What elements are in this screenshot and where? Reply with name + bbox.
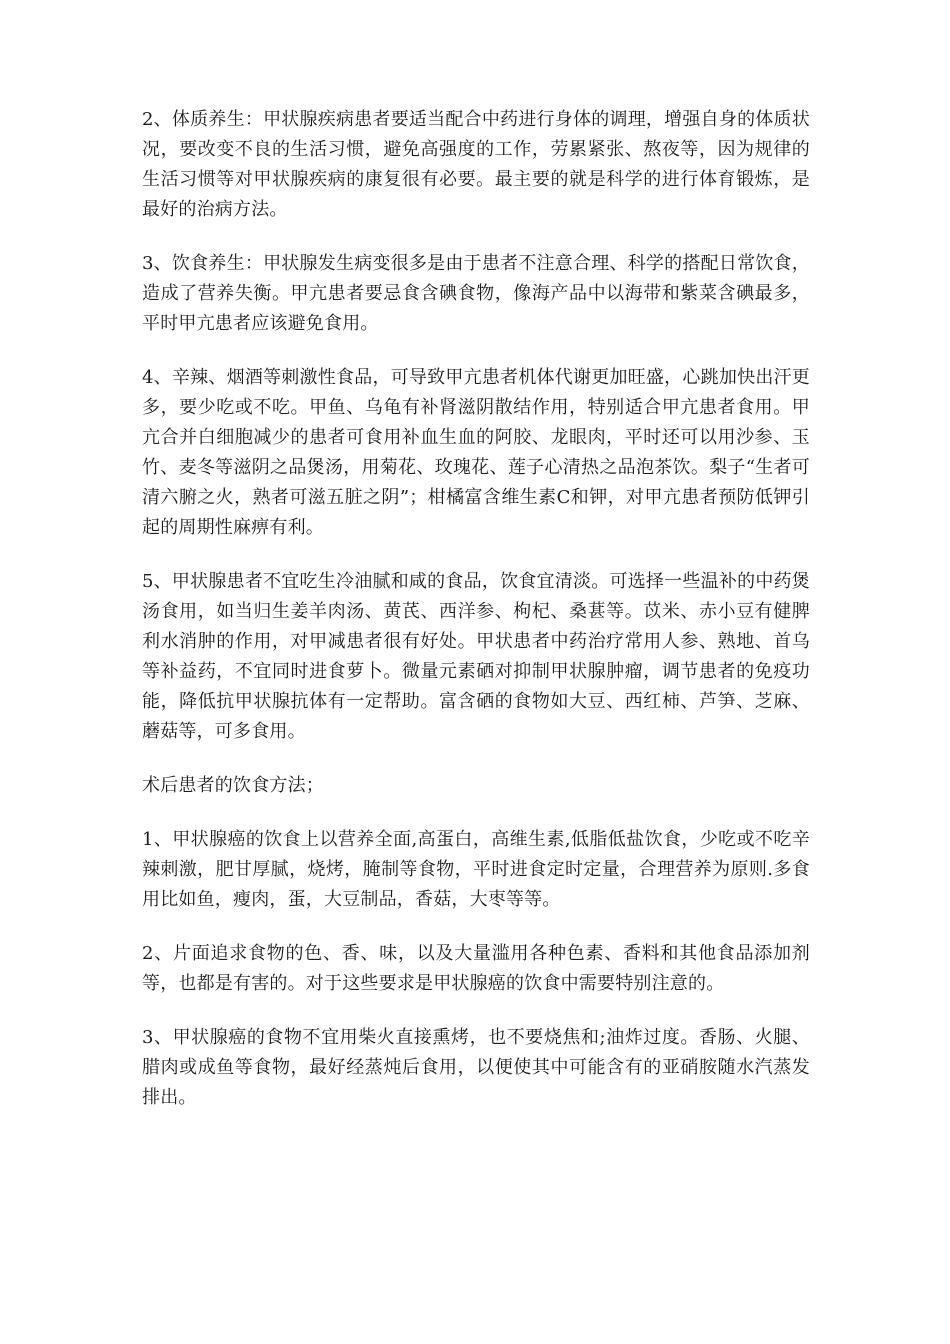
paragraph-spicy-foods: 4、辛辣、烟酒等刺激性食品，可导致甲亢患者机体代谢更加旺盛，心跳加快出汗更多，要少吃或不吃。甲鱼、乌龟有补肾滋阴散结作用，特别适合甲亢患者食用。甲亢合并白细胞减少的患者可食用补血生血的阿胶、龙眼肉，平时还可以用沙参、玉竹、麦冬等滋阴之品煲汤，用菊花、玫瑰花、莲子心清热之品泡茶饮。梨子“生者可清六腑之火，熟者可滋五脏之阴”；柑橘富含维生素C和钾，对甲亢患者预防低钾引起的周期性麻痹有利。 (142, 367, 810, 538)
paragraph-constitution-health: 2、体质养生：甲状腺疾病患者要适当配合中药进行身体的调理，增强自身的体质状况，要改变不良的生活习惯，避免高强度的工作，劳累紧张、熬夜等，因为规律的生活习惯等对甲状腺疾病的康复很有必要。最主要的就是科学的进行体育锻炼，是最好的治病方法。 (142, 109, 810, 220)
paragraph-diet-health: 3、饮食养生：甲状腺发生病变很多是由于患者不注意合理、科学的搭配日常饮食，造成了营养失衡。甲亢患者要忌食含碘食物，像海产品中以海带和紫菜含碘最多，平时甲亢患者应该避免食用。 (142, 253, 810, 334)
paragraph-postop-item-3: 3、甲状腺癌的食物不宜用柴火直接熏烤，也不要烧焦和;油炸过度。香肠、火腿、腊肉或成鱼等食物，最好经蒸炖后食用，以便使其中可能含有的亚硝胺随水汽蒸发排出。 (142, 1027, 810, 1108)
document-body (142, 105, 810, 1137)
section-heading-postoperative-diet: 术后患者的饮食方法； (142, 775, 324, 796)
paragraph-postop-item-1: 1、甲状腺癌的饮食上以营养全面,高蛋白，高维生素,低脂低盐饮食，少吃或不吃辛辣刺激，肥甘厚腻，烧烤，腌制等食物，平时进食定时定量，合理营养为原则.多食用比如鱼，瘦肉，蛋，大豆制品，香菇，大枣等等。 (142, 829, 810, 910)
paragraph-postop-item-2: 2、片面追求食物的色、香、味，以及大量滥用各种色素、香料和其他食品添加剂等，也都是有害的。对于这些要求是甲状腺癌的饮食中需要特别注意的。 (142, 943, 810, 994)
paragraph-thyroid-patients-diet: 5、甲状腺患者不宜吃生冷油腻和咸的食品，饮食宜清淡。可选择一些温补的中药煲汤食用，如当归生姜羊肉汤、黄芪、西洋参、枸杞、桑葚等。苡米、赤小豆有健脾利水消肿的作用，对甲减患者很有好处。甲状患者中药治疗常用人参、熟地、首乌等补益药，不宜同时进食萝卜。微量元素硒对抑制甲状腺肿瘤，调节患者的免疫功能，降低抗甲状腺抗体有一定帮助。富含硒的食物如大豆、西红柿、芦笋、芝麻、蘑菇等，可多食用。 (142, 571, 810, 742)
